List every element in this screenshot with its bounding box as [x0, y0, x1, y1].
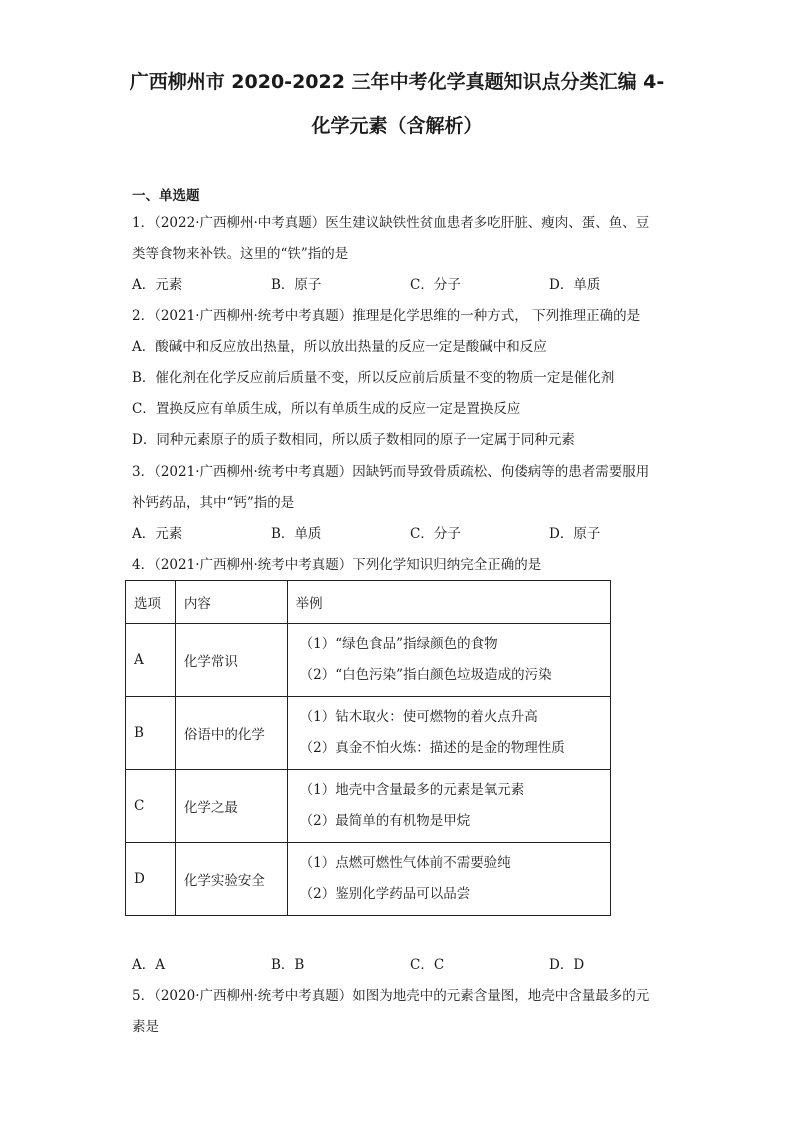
example-1: （1）点燃可燃性气体前不需要验纯: [299, 855, 511, 871]
row-examples: [287, 843, 610, 916]
q2-option-b: B．催化剂在化学反应前后质量不变，所以反应前后质量不变的物质一定是催化剂: [132, 370, 615, 386]
section-heading: 一、单选题: [132, 188, 200, 204]
q4-option-a: A．A: [132, 957, 165, 973]
q3-stem-line-2: 补钙药品，其中“钙”指的是: [132, 495, 295, 511]
row-examples: [287, 770, 610, 843]
header-option: 选项: [126, 581, 176, 624]
row-option: C: [126, 770, 176, 843]
row-content: 俗语中的化学: [175, 697, 287, 770]
row-content: 化学实验安全: [175, 843, 287, 916]
q2-stem: 2．（2021·广西柳州·统考中考真题）推理是化学思维的一种方式， 下列推理正确的是: [132, 308, 641, 324]
row-option: A: [126, 624, 176, 697]
example-1: （1）钻木取火：使可燃物的着火点升高: [299, 709, 538, 725]
table-row: [126, 843, 611, 916]
example-1: （1）地壳中含量最多的元素是氧元素: [299, 782, 525, 798]
example-2: （2）鉴别化学药品可以品尝: [299, 886, 471, 902]
example-2: （2）“白色污染”指白颜色垃圾造成的污染: [299, 667, 552, 683]
q1-stem-line-1: 1．（2022·广西柳州·中考真题）医生建议缺铁性贫血患者多吃肝脏、瘦肉、蛋、鱼、豆: [132, 215, 650, 231]
q2-option-a: A．酸碱中和反应放出热量，所以放出热量的反应一定是酸碱中和反应: [132, 339, 547, 355]
row-content: 化学之最: [175, 770, 287, 843]
table-header-row: [126, 581, 611, 624]
q3-option-b: B．单质: [271, 526, 322, 542]
table-row: [126, 697, 611, 770]
q4-stem: 4．（2021·广西柳州·统考中考真题）下列化学知识归纳完全正确的是: [132, 557, 542, 573]
q4-option-b: B．B: [271, 957, 305, 973]
header-examples: 举例: [287, 581, 610, 624]
q3-option-a: A．元素: [132, 526, 183, 542]
q1-option-d: D．单质: [549, 277, 601, 293]
q4-option-c: C．C: [410, 957, 445, 973]
q2-option-c: C．置换反应有单质生成，所以有单质生成的反应一定是置换反应: [132, 401, 521, 417]
q4-table: [125, 580, 611, 916]
q3-option-d: D．原子: [549, 526, 601, 542]
row-content: 化学常识: [175, 624, 287, 697]
table-row: [126, 624, 611, 697]
header-content: 内容: [175, 581, 287, 624]
row-option: B: [126, 697, 176, 770]
document-title-line-1: 广西柳州市 2020-2022 三年中考化学真题知识点分类汇编 4-: [129, 71, 665, 93]
q1-stem-line-2: 类等食物来补铁。这里的“铁”指的是: [132, 246, 349, 262]
example-2: （2）真金不怕火炼：描述的是金的物理性质: [299, 740, 565, 756]
q5-stem-line-2: 素是: [132, 1019, 159, 1035]
q3-option-c: C．分子: [410, 526, 461, 542]
q1-option-b: B．原子: [271, 277, 322, 293]
document-title-line-2: 化学元素（含解析）: [311, 115, 483, 137]
row-option: D: [126, 843, 176, 916]
q3-stem-line-1: 3．（2021·广西柳州·统考中考真题）因缺钙而导致骨质疏松、佝偻病等的患者需要服用: [132, 464, 650, 480]
q4-option-d: D．D: [549, 957, 585, 973]
row-examples: [287, 697, 610, 770]
q2-option-d: D．同种元素原子的质子数相同，所以质子数相同的原子一定属于同种元素: [132, 432, 575, 448]
row-examples: [287, 624, 610, 697]
example-1: （1）“绿色食品”指绿颜色的食物: [299, 636, 498, 652]
q5-stem-line-1: 5．（2020·广西柳州·统考中考真题）如图为地壳中的元素含量图，地壳中含量最多的元: [132, 988, 650, 1004]
table-row: [126, 770, 611, 843]
example-2: （2）最简单的有机物是甲烷: [299, 813, 471, 829]
q1-option-c: C．分子: [410, 277, 461, 293]
q1-option-a: A．元素: [132, 277, 183, 293]
